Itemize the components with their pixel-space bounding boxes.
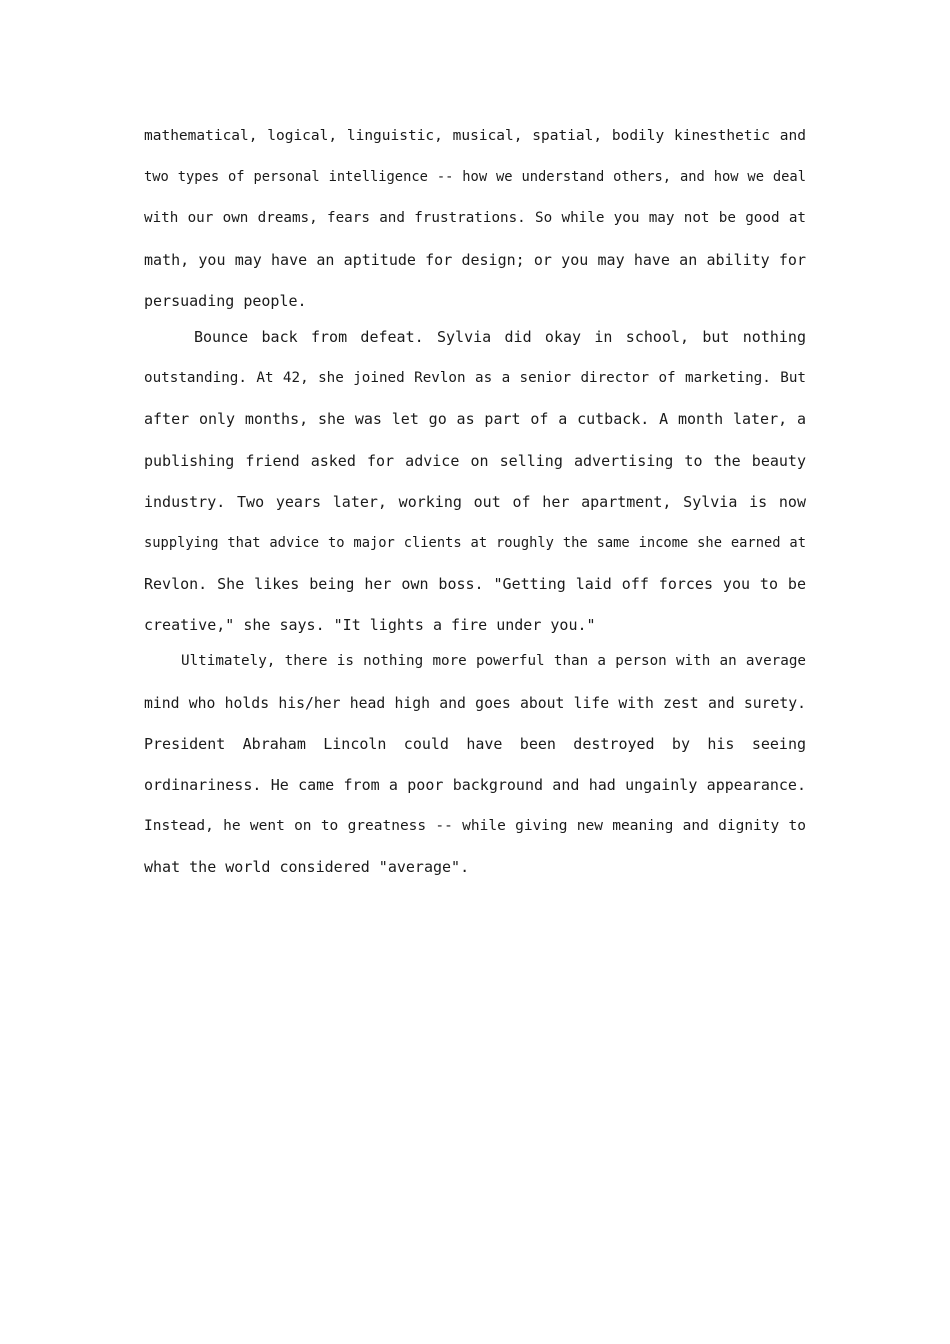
text-line: Revlon. She likes being her own boss. "Getting laid off forces you to be <box>144 575 806 594</box>
text-line: outstanding. At 42, she joined Revlon as a senior director of marketing. But <box>144 370 806 387</box>
body-text <box>144 116 806 884</box>
text-line: President Abraham Lincoln could have been destroyed by his seeing <box>144 734 806 753</box>
text-line: mathematical, logical, linguistic, musical, spatial, bodily kinesthetic and <box>144 128 806 144</box>
text-line: mind who holds his/her head high and goes about life with zest and surety. <box>144 694 806 712</box>
text-line: math, you may have an aptitude for design; or you may have an ability for <box>144 250 806 269</box>
text-line: publishing friend asked for advice on selling advertising to the beauty <box>144 451 806 470</box>
text-line: industry. Two years later, working out of her apartment, Sylvia is now <box>144 492 806 511</box>
text-line: Ultimately, there is nothing more powerful than a person with an average <box>181 653 806 670</box>
text-line: what the world considered "average". <box>144 858 470 877</box>
text-line: after only months, she was let go as part of a cutback. A month later, a <box>144 410 806 429</box>
paragraph-intelligences <box>144 116 806 322</box>
text-line: creative," she says. "It lights a fire under you." <box>144 616 596 635</box>
text-line: two types of personal intelligence -- how we understand others, and how we deal <box>144 169 806 186</box>
text-line: supplying that advice to major clients at roughly the same income she earned at <box>144 534 806 551</box>
text-line: ordinariness. He came from a poor background and had ungainly appearance. <box>144 776 806 794</box>
text-line: with our own dreams, fears and frustrations. So while you may not be good at <box>144 210 806 227</box>
text-line: Bounce back from defeat. Sylvia did okay in school, but nothing <box>194 327 806 346</box>
text-line: persuading people. <box>144 291 307 310</box>
paragraph-bounce-back <box>144 317 806 647</box>
text-line: Instead, he went on to greatness -- while giving new meaning and dignity to <box>144 818 806 835</box>
paragraph-ultimately <box>144 641 806 888</box>
